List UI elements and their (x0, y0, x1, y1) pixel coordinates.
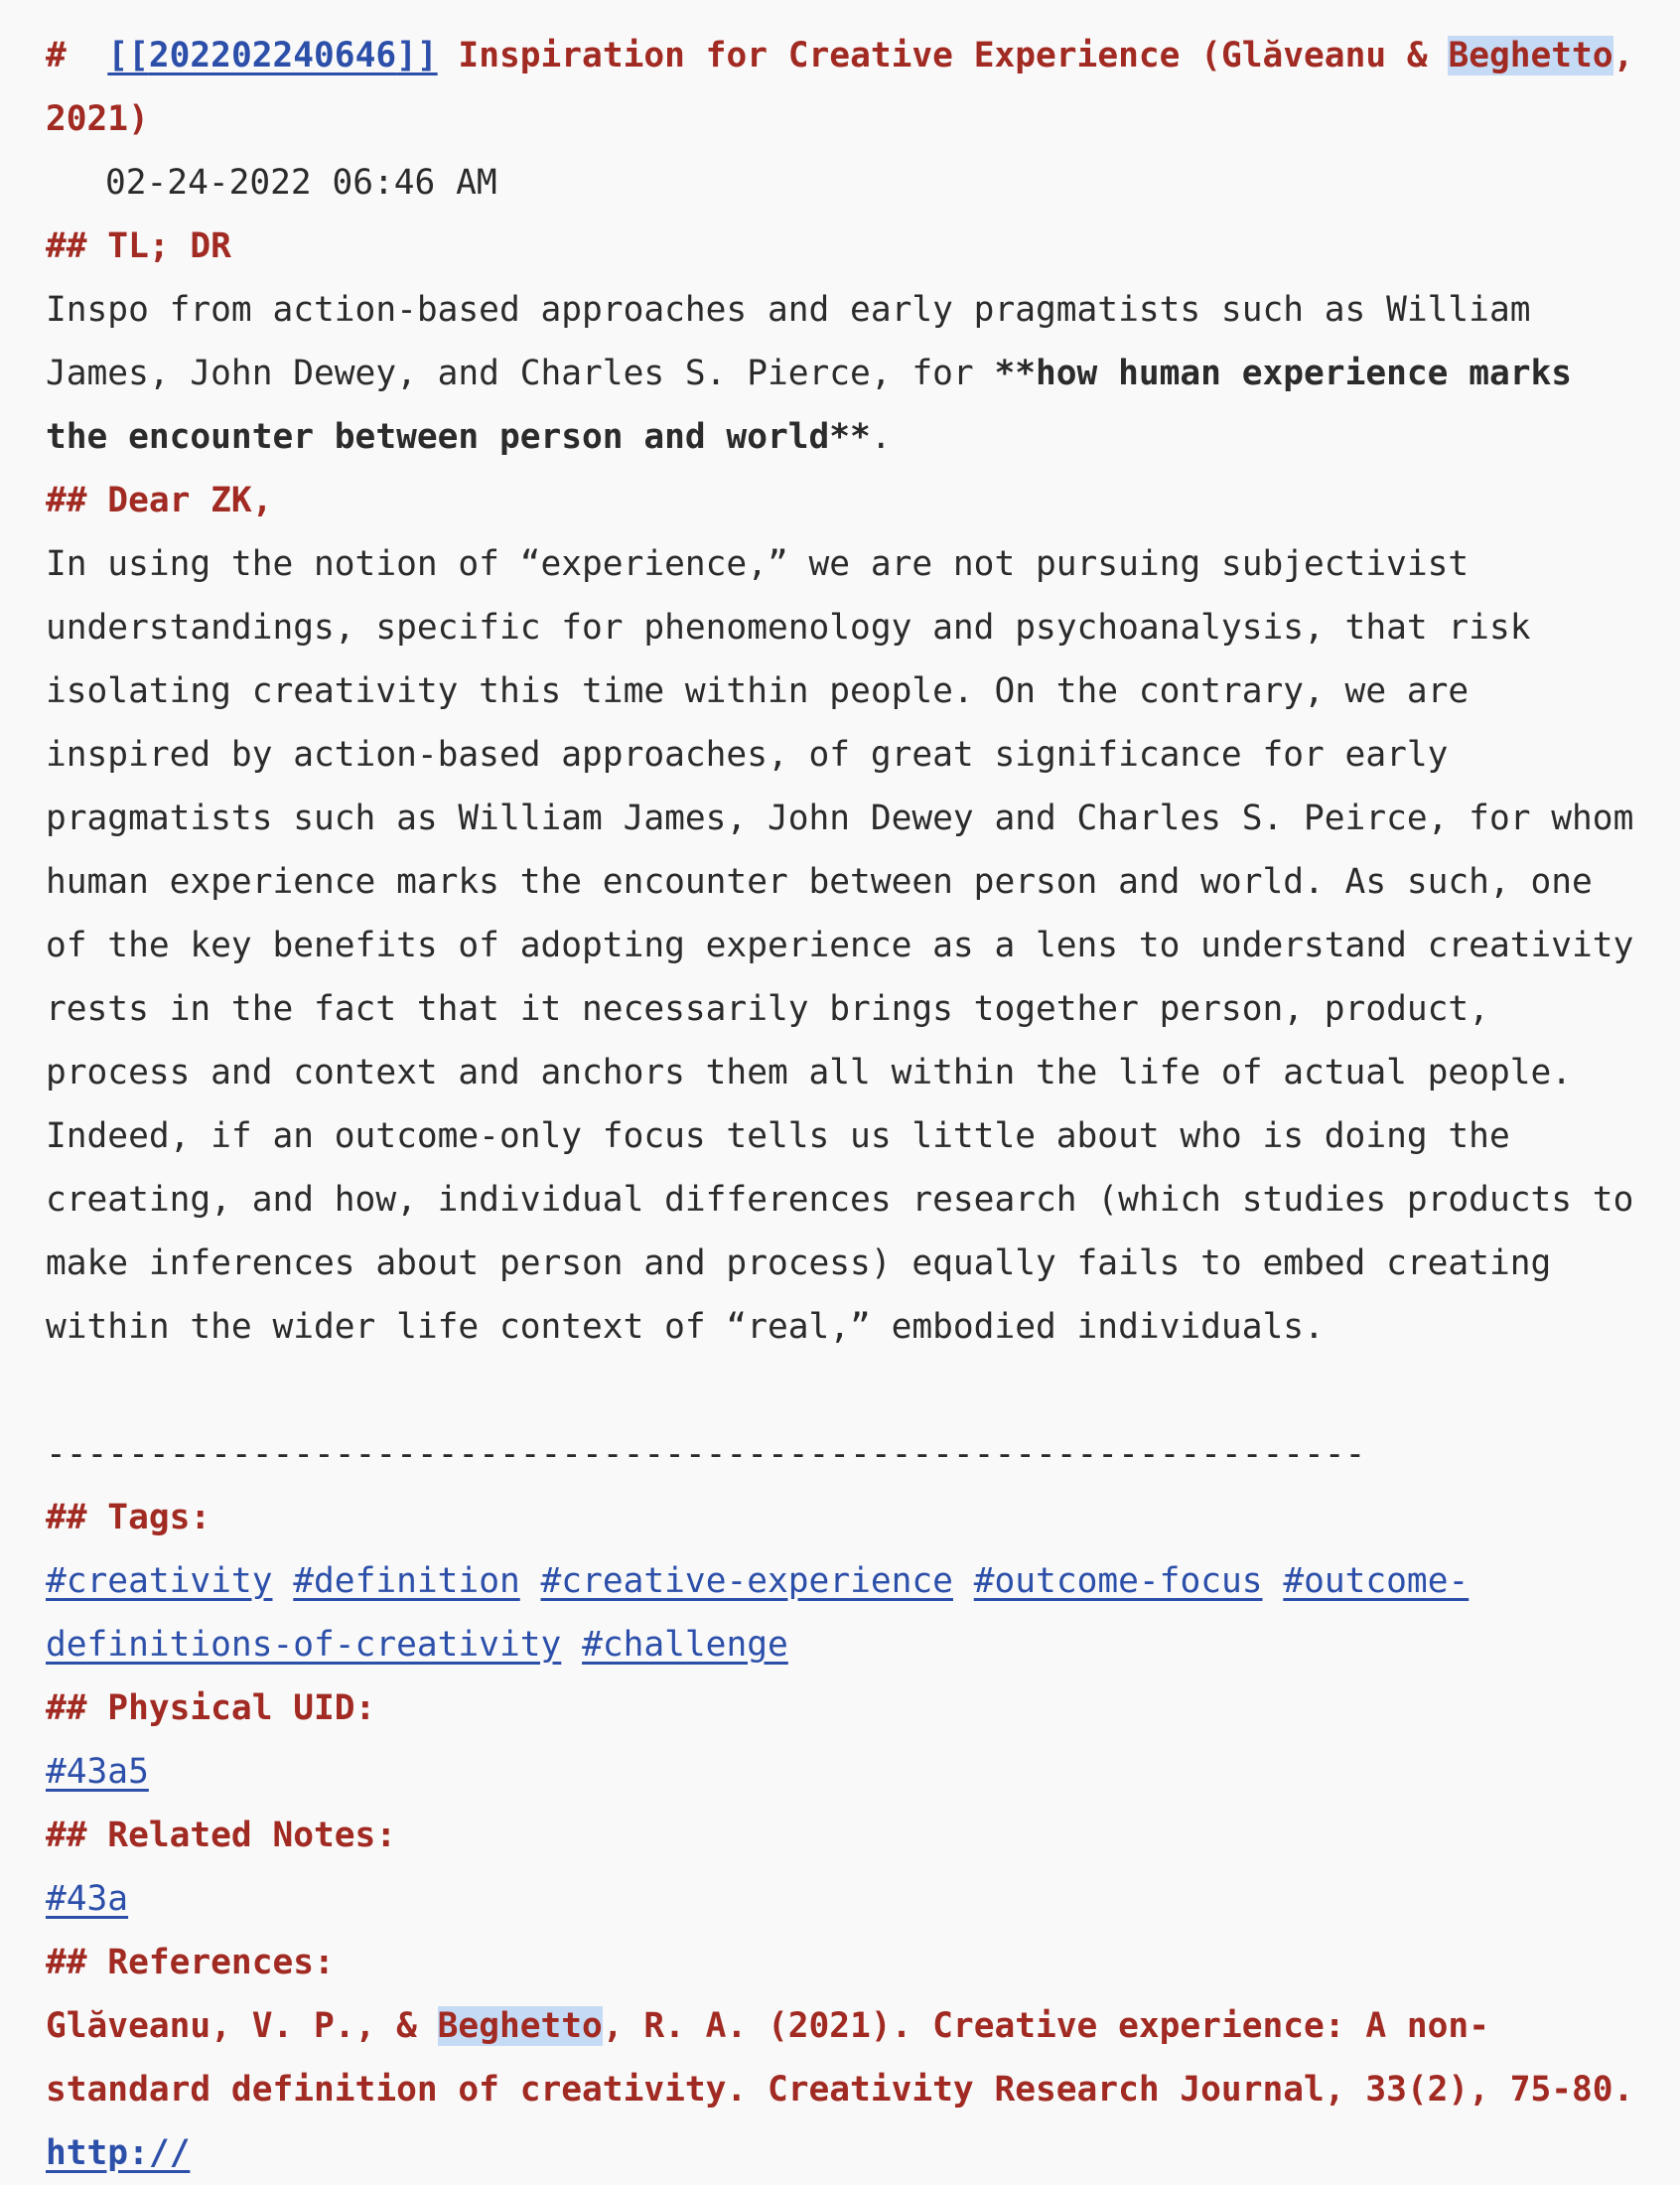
blank-line (46, 1359, 1654, 1422)
divider: ---------------------------------------------------------------- (46, 1434, 1366, 1474)
search-highlight: Beghetto (1448, 36, 1613, 75)
tag-link[interactable]: #creativity (46, 1561, 273, 1601)
tag-link[interactable]: #creative-experience (540, 1561, 953, 1601)
dear-zk-body: In using the notion of “experience,” we are not pursuing subjectivist understandings, specific for phenomenology and psychoanalysis, that risk isolating creativity this time within people. On the contrary, we are inspired by action-based approaches, of great significance for early pragmatists such as William James, John Dewey and Charles S. Peirce, for whom human experience marks the encounter between person and world. As such, one of the key benefits of adopting experience as a lens to understand creativity rests in the fact that it necessarily brings together person, product, process and context and anchors them all within the life of actual people. Indeed, if an outcome-only focus tells us little about who is doing the creating, and how, individual differences research (which studies products to make inferences about person and process) equally fails to embed creating within the wider life context of “real,” embodied individuals. (46, 544, 1655, 1347)
references-heading: ## References: (46, 1943, 335, 1982)
note-timestamp: 02-24-2022 06:46 AM (105, 163, 497, 203)
reference-entry: Glăveanu, V. P., & Beghetto, R. A. (2021). Creative experience: A non-standard definition of creativity. Creativity Research Journal, 33(2), 75-80. http:// (46, 2006, 1655, 2173)
tag-link[interactable]: #outcome-focus (973, 1561, 1263, 1601)
tag-link[interactable]: #challenge (582, 1625, 788, 1665)
tldr-bold-text: **how human experience marks the encounter between person and world** (46, 354, 1593, 457)
tldr-text: Inspo from action-based approaches and early pragmatists such as William James, John Dewey, and Charles S. Pierce, for **how human experience marks the encounter between person and world**. (46, 290, 1593, 457)
dear-zk-heading: ## Dear ZK, (46, 481, 273, 520)
tag-link[interactable]: #outcome-definitions-of-creativity (46, 1561, 1470, 1665)
note-title (46, 24, 1654, 151)
note-editor[interactable] (46, 24, 1654, 2185)
related-notes-heading: ## Related Notes: (46, 1816, 397, 1855)
tag-link[interactable]: #definition (293, 1561, 520, 1601)
physical-uid-heading: ## Physical UID: (46, 1688, 376, 1728)
tags-heading: ## Tags: (46, 1498, 211, 1537)
search-highlight: Beghetto (437, 2006, 603, 2046)
title-text: Inspiration for Creative Experience (Glăveanu & (437, 36, 1449, 75)
related-note-link[interactable]: #43a (46, 1879, 129, 1919)
title-prefix: # (46, 36, 108, 75)
note-id-link[interactable]: [[202202240646]] (107, 36, 438, 75)
tags-list (46, 1549, 1654, 1676)
reference-url-link[interactable]: http:// (46, 2133, 191, 2173)
tldr-heading: ## TL; DR (46, 226, 231, 266)
title-text-end: , 2021) (46, 36, 1655, 139)
physical-uid-link[interactable]: #43a5 (46, 1752, 149, 1792)
